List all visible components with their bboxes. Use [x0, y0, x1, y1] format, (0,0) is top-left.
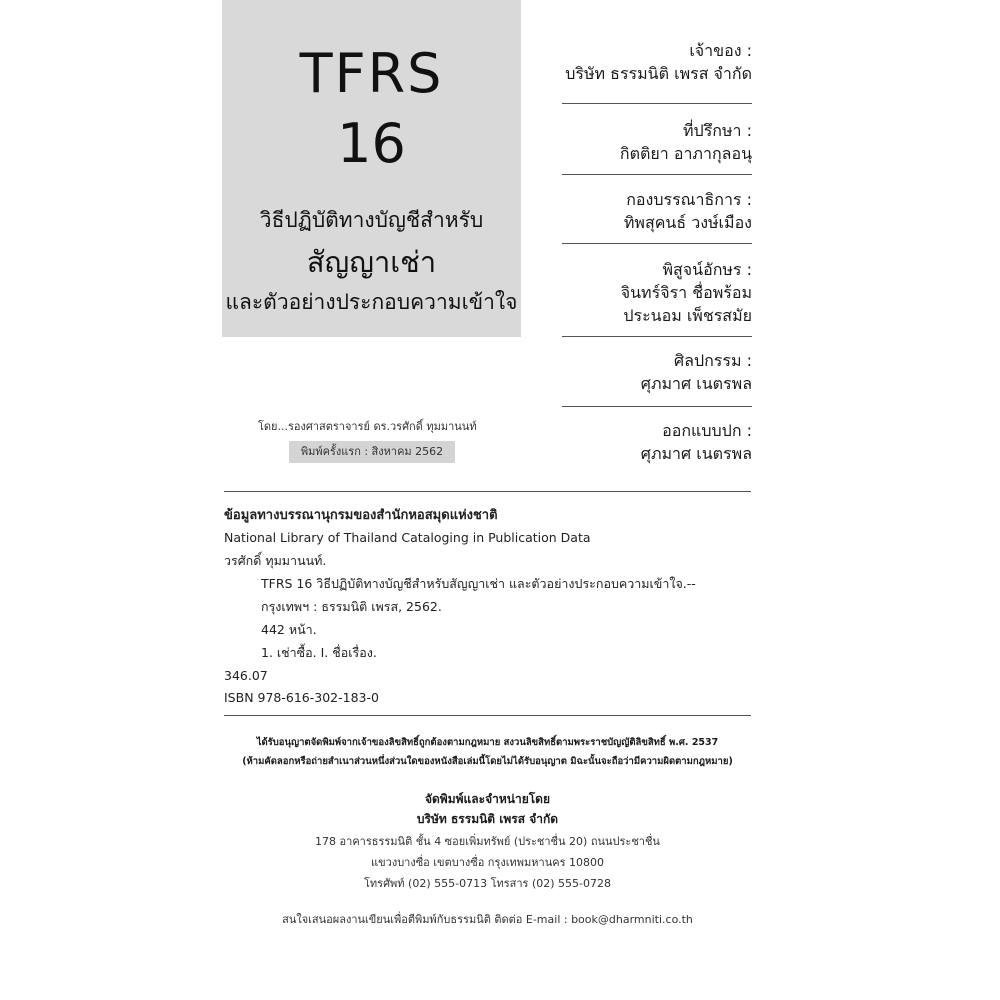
credit-role: เจ้าของ : [689, 41, 752, 60]
credit-divider [562, 174, 752, 175]
credit-proofreading [562, 259, 752, 327]
credit-name: ทิพสุคนธ์ วงษ์เมือง [623, 213, 752, 232]
publisher-phone: โทรศัพท์ (02) 555-0713 โทรสาร (02) 555-0728 [364, 877, 611, 890]
credit-role: ศิลปกรรม : [673, 351, 752, 370]
credit-editorial [562, 189, 752, 234]
submission-contact: สนใจเสนอผลงานเขียนเพื่อตีพิมพ์กับธรรมนิติ ติดต่อ E-mail : book@dharmniti.co.th [282, 913, 693, 926]
publisher-address-line2: แขวงบางซื่อ เขตบางซื่อ กรุงเทพมหานคร 10800 [371, 856, 604, 869]
cover-subtitle-line2: สัญญาเช่า [306, 245, 437, 279]
credit-divider [562, 336, 752, 337]
cover-title-line1: TFRS [299, 42, 444, 105]
publisher-heading: จัดพิมพ์และจำหน่ายโดย [424, 792, 550, 806]
publisher-company: บริษัท ธรรมนิติ เพรส จำกัด [416, 812, 559, 826]
credit-owner [562, 40, 752, 85]
credit-divider [562, 243, 752, 244]
copyright-notice-line1: ได้รับอนุญาตจัดพิมพ์จากเจ้าของลิขสิทธิ์ถูกต้องตามกฎหมาย สงวนลิขสิทธิ์ตามพระราชบัญญัติลิขสิทธิ์ พ.ศ. 2537 [256, 737, 719, 748]
cip-classification: 346.07 [224, 668, 268, 683]
credit-divider [562, 406, 752, 407]
cip-subjects: 1. เช่าซื้อ. I. ชื่อเรื่อง. [261, 645, 377, 660]
cip-pages: 442 หน้า. [261, 622, 317, 637]
cip-title-thai: ข้อมูลทางบรรณานุกรมของสำนักหอสมุดแห่งชาติ [224, 508, 498, 523]
credit-cover-design [562, 420, 752, 465]
section-divider [224, 491, 751, 492]
credit-name: บริษัท ธรรมนิติ เพรส จำกัด [565, 64, 752, 83]
credit-advisor [562, 120, 752, 165]
credit-role: ออกแบบปก : [662, 421, 752, 440]
credit-name: ศุภมาศ เนตรพล [640, 374, 752, 393]
copyright-notice-line2: (ห้ามคัดลอกหรือถ่ายสำเนาส่วนหนึ่งส่วนใดของหนังสือเล่มนี้โดยไม่ได้รับอนุญาต มิฉะนั้นจะถือว่ามีความผิดตามกฎหมาย) [242, 756, 733, 767]
cover-subtitle-line1: วิธีปฏิบัติทางบัญชีสำหรับ [259, 208, 484, 232]
credit-role: พิสูจน์อักษร : [662, 260, 752, 279]
author-line: โดย...รองศาสตราจารย์ ดร.วรศักดิ์ ทุมมานนท์ [258, 420, 477, 433]
cip-isbn: ISBN 978-616-302-183-0 [224, 690, 379, 705]
cover-title-line2: 16 [337, 112, 406, 175]
credit-artwork [562, 350, 752, 395]
edition-badge: พิมพ์ครั้งแรก : สิงหาคม 2562 [289, 441, 455, 463]
credit-divider [562, 103, 752, 104]
section-divider [224, 715, 751, 716]
credit-name: จินทร์จิรา ชื่อพร้อม [620, 283, 752, 302]
credit-role: กองบรรณาธิการ : [626, 190, 752, 209]
credit-role: ที่ปรึกษา : [683, 121, 752, 140]
publisher-address-line1: 178 อาคารธรรมนิติ ชั้น 4 ซอยเพิ่มทรัพย์ (ประชาชื่น 20) ถนนประชาชื่น [315, 835, 660, 848]
book-cover-panel [222, 0, 521, 337]
cip-author: วรศักดิ์ ทุมมานนท์. [224, 553, 327, 568]
cip-book-title: TFRS 16 วิธีปฏิบัติทางบัญชีสำหรับสัญญาเช่า และตัวอย่างประกอบความเข้าใจ.-- [261, 576, 696, 591]
cip-title-english: National Library of Thailand Cataloging in Publication Data [224, 530, 591, 545]
credit-name: กิตติยา อาภากุลอนุ [619, 144, 752, 163]
credit-name: ศุภมาศ เนตรพล [640, 444, 752, 463]
cover-subtitle-line3: และตัวอย่างประกอบความเข้าใจ [225, 290, 518, 314]
credit-name: ประนอม เพ็ชรสมัย [623, 306, 752, 325]
cip-imprint: กรุงเทพฯ : ธรรมนิติ เพรส, 2562. [261, 599, 442, 614]
